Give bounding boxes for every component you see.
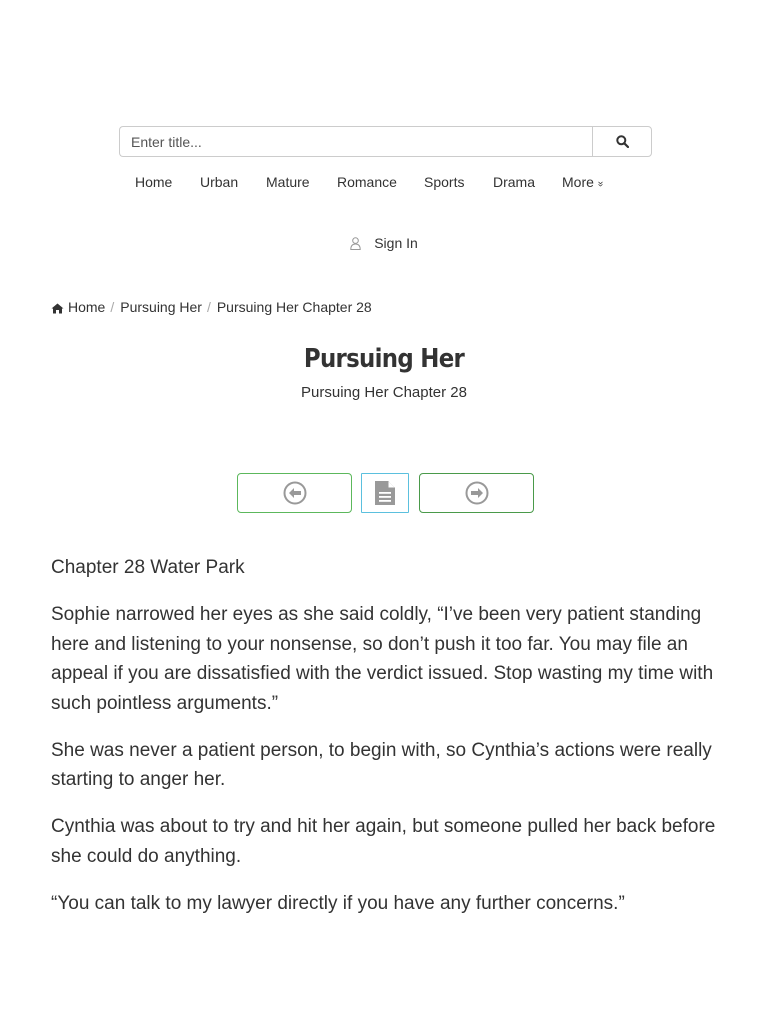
user-icon	[350, 237, 361, 250]
file-text-icon	[374, 480, 396, 506]
book-title: Pursuing Her	[303, 344, 465, 374]
breadcrumb-separator: /	[206, 299, 211, 315]
content-paragraph: “You can talk to my lawyer directly if you have any further concerns.”	[51, 892, 625, 914]
content-paragraph: She was never a patient person, to begin with, so Cynthia’s actions were really starting to anger her.	[51, 739, 712, 790]
chapter-heading: Chapter 28 Water Park	[51, 557, 245, 578]
nav-item-drama[interactable]: Drama	[493, 174, 536, 190]
chapter-content	[51, 553, 731, 936]
search-input[interactable]	[119, 126, 592, 157]
table-of-contents-button[interactable]	[361, 473, 409, 513]
breadcrumb-book[interactable]: Pursuing Her	[120, 299, 202, 315]
nav-item-romance[interactable]: Romance	[337, 174, 397, 190]
nav-item-sports[interactable]: Sports	[424, 174, 465, 190]
arrow-circle-left-icon	[283, 481, 307, 505]
chevron-double-down-icon: »	[594, 181, 606, 187]
sign-in-link[interactable]	[0, 235, 768, 251]
home-icon	[51, 303, 64, 314]
content-paragraph: Cynthia was about to try and hit her again, but someone pulled her back before she could do anything.	[51, 816, 716, 867]
nav-more-label: More	[562, 174, 594, 190]
nav-item-more[interactable]	[562, 170, 606, 197]
prev-chapter-button[interactable]	[237, 473, 352, 513]
search-bar	[119, 126, 652, 157]
next-chapter-button[interactable]	[419, 473, 534, 513]
chapter-subtitle: Pursuing Her Chapter 28	[301, 384, 467, 401]
search-icon	[616, 135, 629, 148]
nav-item-home[interactable]: Home	[135, 174, 173, 190]
arrow-circle-right-icon	[465, 481, 489, 505]
main-nav	[0, 170, 768, 194]
breadcrumb-chapter[interactable]: Pursuing Her Chapter 28	[216, 299, 372, 315]
nav-item-urban[interactable]: Urban	[200, 174, 239, 190]
nav-item-mature[interactable]: Mature	[266, 174, 310, 190]
sign-in-label: Sign In	[374, 235, 418, 251]
search-button[interactable]	[592, 126, 652, 157]
breadcrumb	[51, 298, 372, 316]
breadcrumb-home[interactable]: Home	[68, 299, 106, 315]
breadcrumb-separator: /	[110, 299, 115, 315]
content-paragraph: Sophie narrowed her eyes as she said coldly, “I’ve been very patient standing here and listening to your nonsense, so don’t push it too far. You may file an appeal if you are dissatisfied with the verdict issued. Stop wasting my time with such pointless arguments.”	[51, 604, 714, 714]
